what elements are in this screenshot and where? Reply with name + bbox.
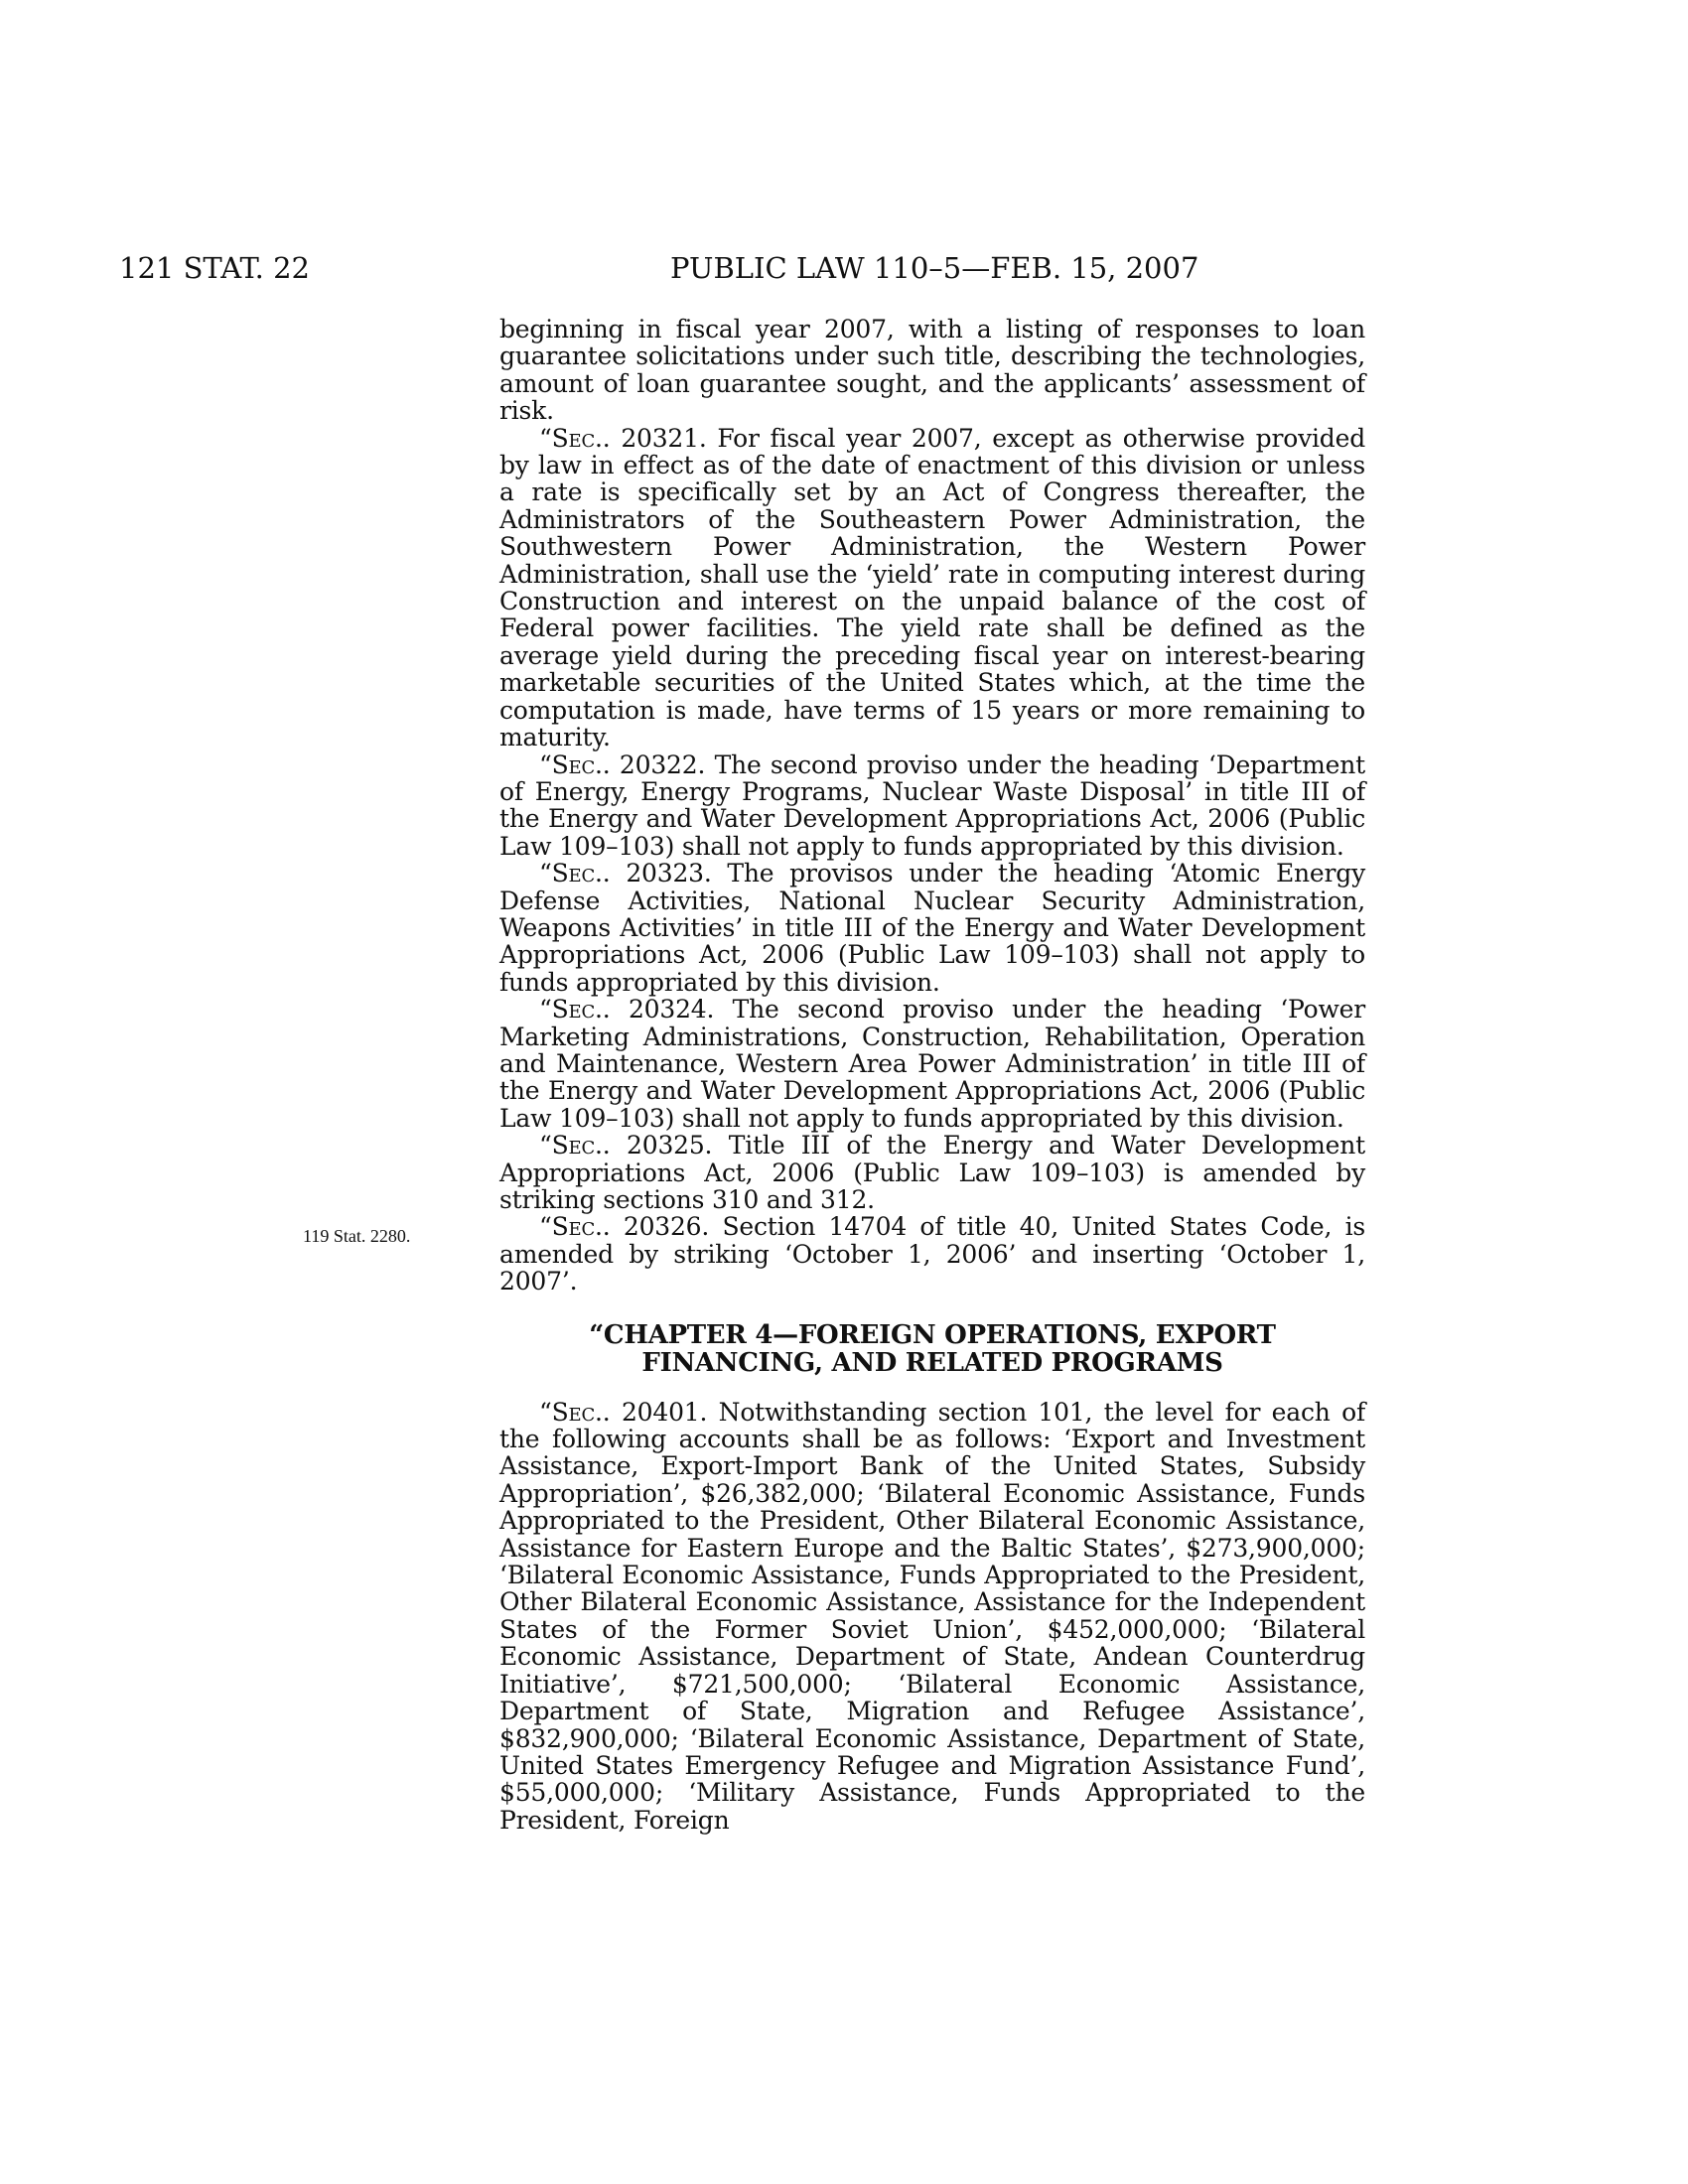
section-20324: “Sec.. 20324. The second proviso under the heading ‘Power Marketing Administrations, Construction, Rehabilitation, Operation and Maintenance, Western Area Power Administration’ in title III of the Energy and Water Development Appropriations Act, 2006 (Public Law 109–103) shall not apply to funds appropriated by this division. (499, 995, 1365, 1133)
section-20323: “Sec.. 20323. The provisos under the heading ‘Atomic Energy Defense Activities, National Nuclear Security Administration, Weapons Activities’ in title III of the Energy and Water Development Appropriations Act, 2006 (Public Law 109–103) shall not apply to funds appropriated by this division. (499, 859, 1365, 997)
section-20325: “Sec.. 20325. Title III of the Energy and Water Development Appropriations Act, 2006 (Public Law 109–103) is amended by striking sections 310 and 312. (499, 1131, 1365, 1214)
body-text (499, 316, 1365, 1834)
section-20322: “Sec.. 20322. The second proviso under the heading ‘Department of Energy, Energy Programs, Nuclear Waste Disposal’ in title III of the Energy and Water Development Appropriations Act, 2006 (Public Law 109–103) shall not apply to funds appropriated by this division. (499, 750, 1365, 861)
section-20326: “Sec.. 20326. Section 14704 of title 40, United States Code, is amended by striking ‘October 1, 2006’ and inserting ‘October 1, 2007’. (499, 1212, 1365, 1297)
section-20401: “Sec.. 20401. Notwithstanding section 101, the level for each of the following accounts shall be as follows: ‘Export and Investment Assistance, Export-Import Bank of the United States, Subsidy Appropriation’, $26,382,000; ‘Bilateral Economic Assistance, Funds Appropriated to the President, Other Bilateral Economic Assistance, Assistance for Eastern Europe and the Baltic States’, $273,900,000; ‘Bilateral Economic Assistance, Funds Appropriated to the President, Other Bilateral Economic Assistance, Assistance for the Independent States of the Former Soviet Union’, $452,000,000; ‘Bilateral Economic Assistance, Department of State, Andean Counterdrug Initiative’, $721,500,000; ‘Bilateral Economic Assistance, Department of State, Migration and Refugee Assistance’, $832,900,000; ‘Bilateral Economic Assistance, Department of State, United States Emergency Refugee and Migration Assistance Fund’, $55,000,000; ‘Military Assistance, Funds Appropriated to the President, Foreign (499, 1397, 1365, 1835)
margin-note: 119 Stat. 2280. (303, 1226, 411, 1246)
chapter-heading: “CHAPTER 4—FOREIGN OPERATIONS, EXPORT FINANCING, AND RELATED PROGRAMS (589, 1319, 1276, 1378)
paragraph-continuation: beginning in fiscal year 2007, with a listing of responses to loan guarantee solicitations under such title, describing the technologies, amount of loan guarantee sought, and the applicants’ assessment of risk. (499, 315, 1365, 426)
section-20321: “Sec.. 20321. For fiscal year 2007, except as otherwise provided by law in effect as of the date of enactment of this division or unless a rate is specifically set by an Act of Congress thereafter, the Administrators of the Southeastern Power Administration, the Southwestern Power Administration, the Western Power Administration, shall use the ‘yield’ rate in computing interest during Construction and interest on the unpaid balance of the cost of Federal power facilities. The yield rate shall be defined as the average yield during the preceding fiscal year on interest-bearing marketable securities of the United States which, at the time the computation is made, have terms of 15 years or more remaining to maturity. (499, 423, 1365, 752)
public-law-citation: PUBLIC LAW 110–5—FEB. 15, 2007 (670, 251, 1199, 285)
page-header (0, 248, 1688, 298)
statute-page-number: 121 STAT. 22 (119, 251, 310, 285)
